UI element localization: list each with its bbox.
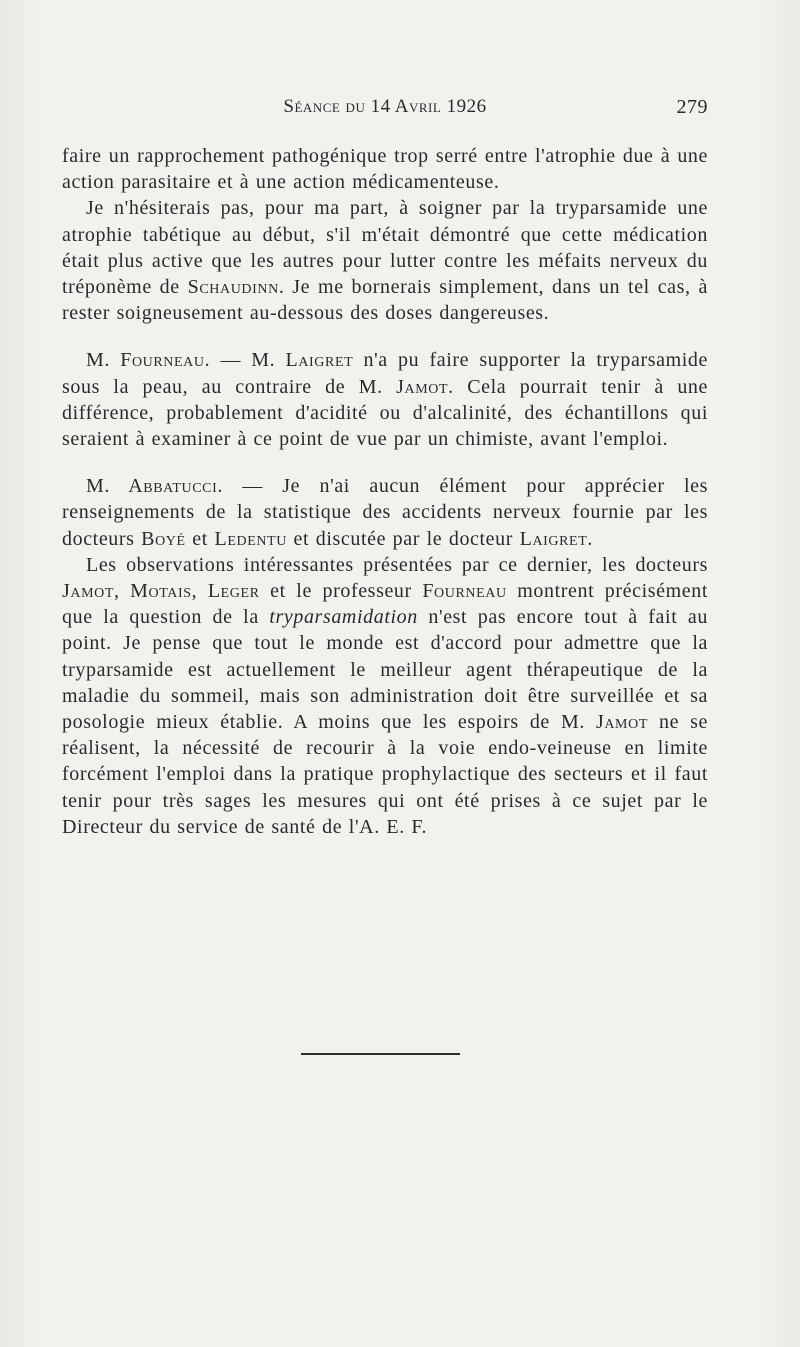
paragraph-text: , (114, 580, 131, 603)
paragraph-text: et discutée par le docteur (286, 527, 520, 550)
page-body (62, 143, 708, 840)
paragraph-text: Les observations intéressantes présentées par ce dernier, les docteurs (86, 553, 708, 576)
running-head (62, 94, 708, 124)
running-title: Séance du 14 Avril 1926 (283, 96, 487, 117)
paragraph-abbatucci (62, 473, 708, 552)
person-name: Schaudinn (187, 276, 279, 299)
paragraph-text: , (191, 580, 208, 603)
paragraph-fourneau (62, 347, 708, 452)
paragraph-text: — Je n'ai aucun élément pour apprécier les renseignements de la statistique des accidents nerveux fournie par les docteurs (62, 475, 708, 550)
person-name: Jamot (595, 711, 648, 734)
person-name: Jamot (62, 580, 115, 603)
paragraph-text: n'a pu faire supporter la tryparsamide sous la peau, au contraire de M. (62, 349, 708, 398)
italic-term: tryparsamidation (269, 606, 418, 629)
section-end-rule (301, 1053, 460, 1055)
person-name: Boyé (141, 527, 186, 550)
person-name: Laigret (285, 349, 354, 372)
paragraph-text: faire un rapprochement pathogénique trop serré entre l'atrophie due à une action parasitaire et à une action médicamenteuse. (62, 145, 708, 194)
paragraph-text: Je n'hésiterais pas, pour ma part, à soigner par la tryparsamide une atrophie tabétique au début, s'il m'était démontré que cette médication était plus active que les autres pour lutter contre les méfaits nerveux du tréponème de (62, 197, 708, 299)
person-name: Laigret (519, 527, 588, 550)
speaker-name: M. Abbatucci. (86, 475, 223, 498)
paragraph-text: — M. (210, 349, 286, 372)
paragraph-text: . (587, 527, 593, 550)
person-name: Ledentu (214, 527, 287, 550)
paragraph-abbatucci-continued (62, 552, 708, 840)
person-name: Motais (130, 580, 192, 603)
paragraph-text: et le professeur (259, 580, 423, 603)
speaker-name: M. Fourneau. (86, 349, 211, 372)
paragraph-text: et (185, 527, 215, 550)
paragraph-text: ne se réalisent, la nécessité de recourir à la voie endo-veineuse en limite forcément l'emploi dans la pratique prophylactique des secteurs et il faut tenir pour très sages les mesures qui ont été prises à ce sujet par le Directeur du service de santé de l'A. E. F. (62, 711, 708, 838)
paragraph-text: n'est pas encore tout à fait au point. Je pense que tout le monde est d'accord pour admettre que la tryparsamide est actuellement le meilleur agent thérapeutique de la maladie du sommeil, mais son administration doit être surveillée et sa posologie mieux établie. A moins que les espoirs de M. (62, 606, 708, 734)
paragraph-text: . Je me bornerais simplement, dans un tel cas, à rester soigneusement au-dessous des doses dangereuses. (62, 276, 708, 325)
page-number: 279 (676, 96, 708, 118)
person-name: Leger (207, 580, 260, 603)
paragraph-continuation (62, 143, 708, 195)
paragraph-boye-response-end (62, 195, 708, 326)
paragraph-text: montrent précisément que la question de la (62, 580, 709, 629)
paragraph-text: . Cela pourrait tenir à une différence, probablement d'acidité ou d'alcalinité, des échantillons qui seraient à examiner à ce point de vue par un chimiste, avant l'emploi. (62, 375, 708, 451)
person-name: Jamot (396, 375, 449, 398)
person-name: Fourneau (422, 580, 507, 603)
